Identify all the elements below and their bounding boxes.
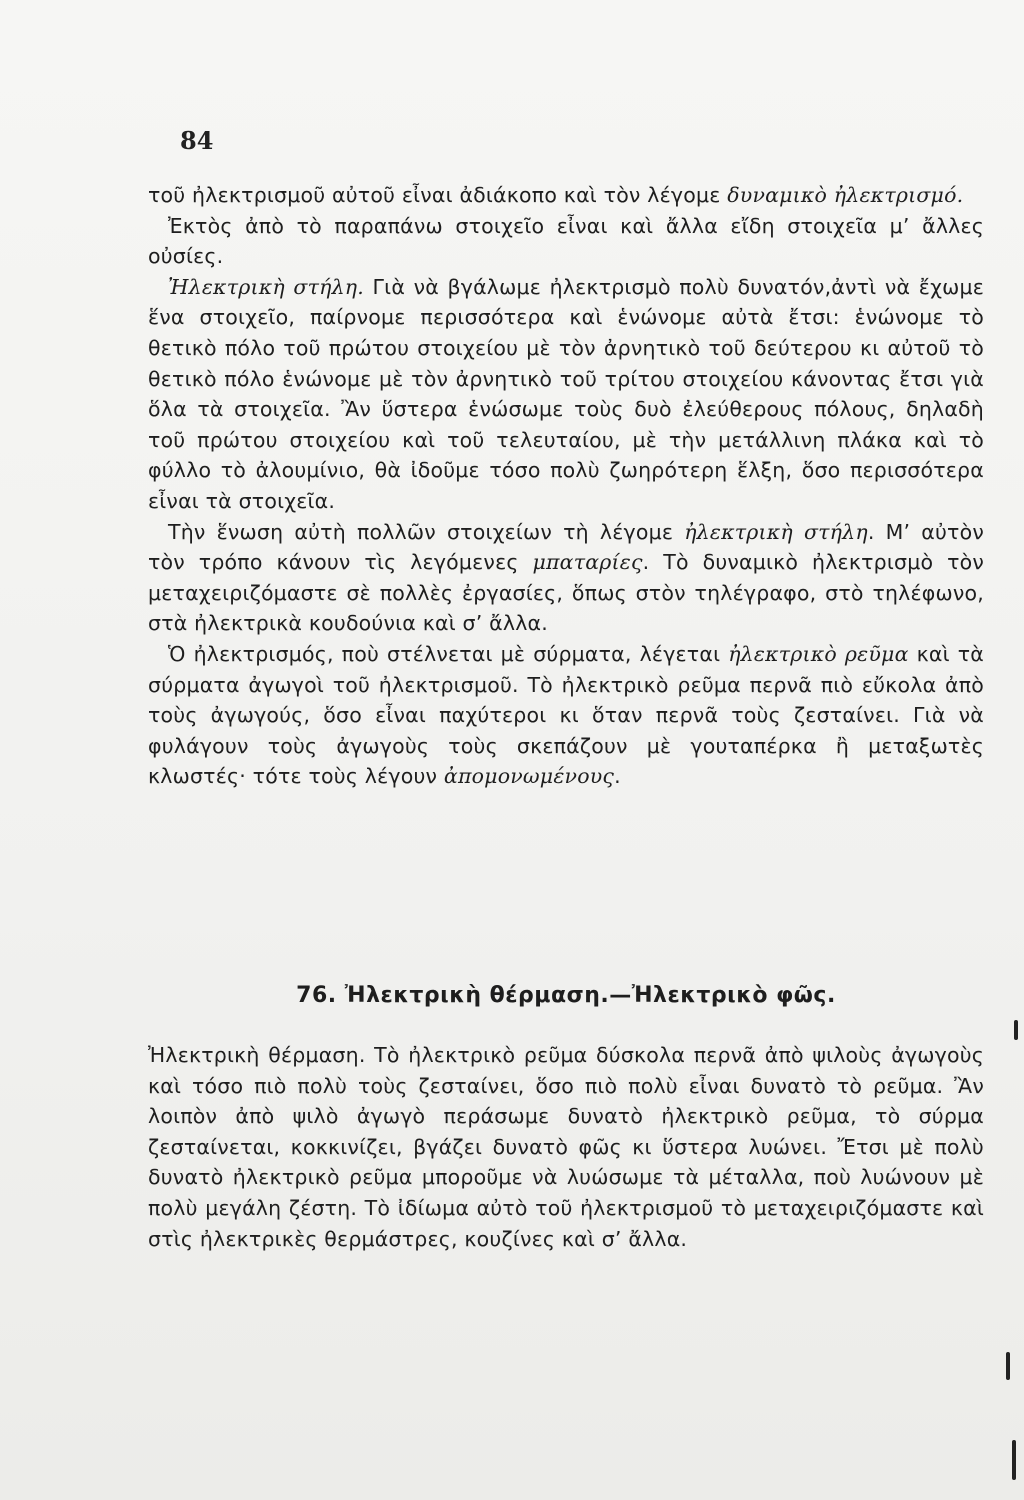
margin-mark [1012,1440,1016,1480]
margin-mark [1014,1020,1018,1040]
paragraph [148,517,984,639]
italic-term: ἀπομονωμένους [443,764,615,789]
paragraph-text: τοῦ ἠλεκτρισμοῦ αὐτοῦ εἶναι ἀδιάκοπο καὶ τὸν λέγομε [148,183,728,207]
paragraph: Ἐκτὸς ἀπὸ τὸ παραπάνω στοιχεῖο εἶναι καὶ ἄλλα εἴδη στοιχεῖα μ’ ἄλλες οὐσίες. [148,213,984,269]
margin-mark [1006,1352,1010,1380]
italic-term: ἠλεκτρικὴ στήλη [684,519,868,544]
paragraph-text: . Τὸ δυναμικὸ ἠλεκτρισμὸ τὸν μεταχειριζόμαστε σὲ πολλὲς ἐργασίες, ὅπως στὸν τηλέγραφο, στὸ τηλέφωνο, στὰ ἠλεκτρικὰ κουδούνια καὶ σ’ ἄλλα. [148,550,984,636]
paragraph-text: Ὁ ἠλεκτρισμός, ποὺ στέλνεται μὲ σύρματα, λέγεται [168,641,729,666]
section-heading: 76. Ἠλεκτρικὴ θέρμαση.—Ἠλεκτρικὸ φῶς. [296,983,836,1008]
italic-term: Ἠλεκτρικὴ στήλη. [168,274,365,299]
paragraph [148,639,984,792]
section-electricity-text [148,180,984,792]
paragraph [148,1040,984,1254]
italic-term: δυναμικὸ ἠλεκτρισμό. [727,183,964,207]
paragraph [148,180,984,211]
italic-term: μπαταρίες [532,550,643,575]
paragraph-text: . Μ’ αὐτὸν τὸν τρόπο κάνουν τὶς λεγόμενες [148,519,984,575]
paragraph-text: Γιὰ νὰ βγάλωμε ἠλεκτρισμὸ πολὺ δυνατόν,ἀντὶ νὰ ἔχωμε ἕνα στοιχεῖο, παίρνομε περισσότερα καὶ ἑνώνομε αὐτὰ ἔτσι: ἑνώνομε τὸ θετικὸ πόλο τοῦ πρώτου στοιχείου μὲ τὸν ἀρνητικὸ τοῦ δεύτερου κι αὐτοῦ τὸ θετικὸ πόλο ἑνώνομε μὲ τὸν ἀρνητικὸ τοῦ τρίτου στοιχείου κάνοντας ἔτσι γιὰ ὅλα τὰ στοιχεῖα. Ἂν ὕστερα ἑνώσωμε τοὺς δυὸ ἐλεύθερους πόλους, δηλαδὴ τοῦ πρώτου στοιχείου καὶ τοῦ τελευταίου, μὲ τὴν μετάλλινη πλάκα καὶ τὸ φύλλο τὸ ἀλουμίνιο, θὰ ἰδοῦμε τόσο πολὺ ζωηρότερη ἕλξη, ὅσο περισσότερα εἶναι τὰ στοιχεῖα. [148,274,985,513]
paragraph-text: . [614,764,621,789]
paragraph-text: Τὴν ἕνωση αὐτὴ πολλῶν στοιχείων τὴ λέγομε [168,519,685,544]
italic-term: Ἠλεκτρικὴ θέρμαση. [148,1043,366,1067]
paragraph-text: καὶ τὰ σύρματα ἀγωγοὶ τοῦ ἠλεκτρισμοῦ. Τὸ ἠλεκτρικὸ ρεῦμα περνᾶ πιὸ εὔκολα ἀπὸ τοὺς ἀγωγούς, ὅσο εἶναι παχύτεροι κι ὅταν περνᾶ τοὺς ζεσταίνει. Γιὰ νὰ φυλάγουν τοὺς ἀγωγοὺς τοὺς σκεπάζουν μὲ γουταπέρκα ἢ μεταξωτὲς κλωστές· τότε τοὺς λέγουν [148,641,984,789]
page-number: 84 [180,126,214,155]
italic-term: ἠλεκτρικὸ ρεῦμα [728,641,909,666]
paragraph-text: Τὸ ἠλεκτρικὸ ρεῦμα δύσκολα περνᾶ ἀπὸ ψιλοὺς ἀγωγοὺς καὶ τόσο πιὸ πολὺ τοὺς ζεσταίνει, ὅσο πιὸ πολὺ εἶναι δυνατὸ τὸ ρεῦμα. Ἂν λοιπὸν ἀπὸ ψιλὸ ἀγωγὸ περάσωμε δυνατὸ ἠλεκτρικὸ ρεῦμα, τὸ σύρμα ζεσταίνεται, κοκκινίζει, βγάζει δυνατὸ φῶς κι ὕστερα λυώνει. Ἔτσι μὲ πολὺ δυνατὸ ἠλεκτρικὸ ρεῦμα μποροῦμε νὰ λυώσωμε τὰ μέταλλα, ποὺ λυώνουν μὲ πολὺ μεγάλη ζέστη. Τὸ ἰδίωμα αὐτὸ τοῦ ἠλεκτρισμοῦ τὸ μεταχειριζόμαστε καὶ στὶς ἠλεκτρικὲς θερμάστρες, κουζίνες καὶ σ’ ἄλλα. [148,1043,984,1251]
paragraph [148,272,984,517]
section-heating-text [148,1040,984,1254]
